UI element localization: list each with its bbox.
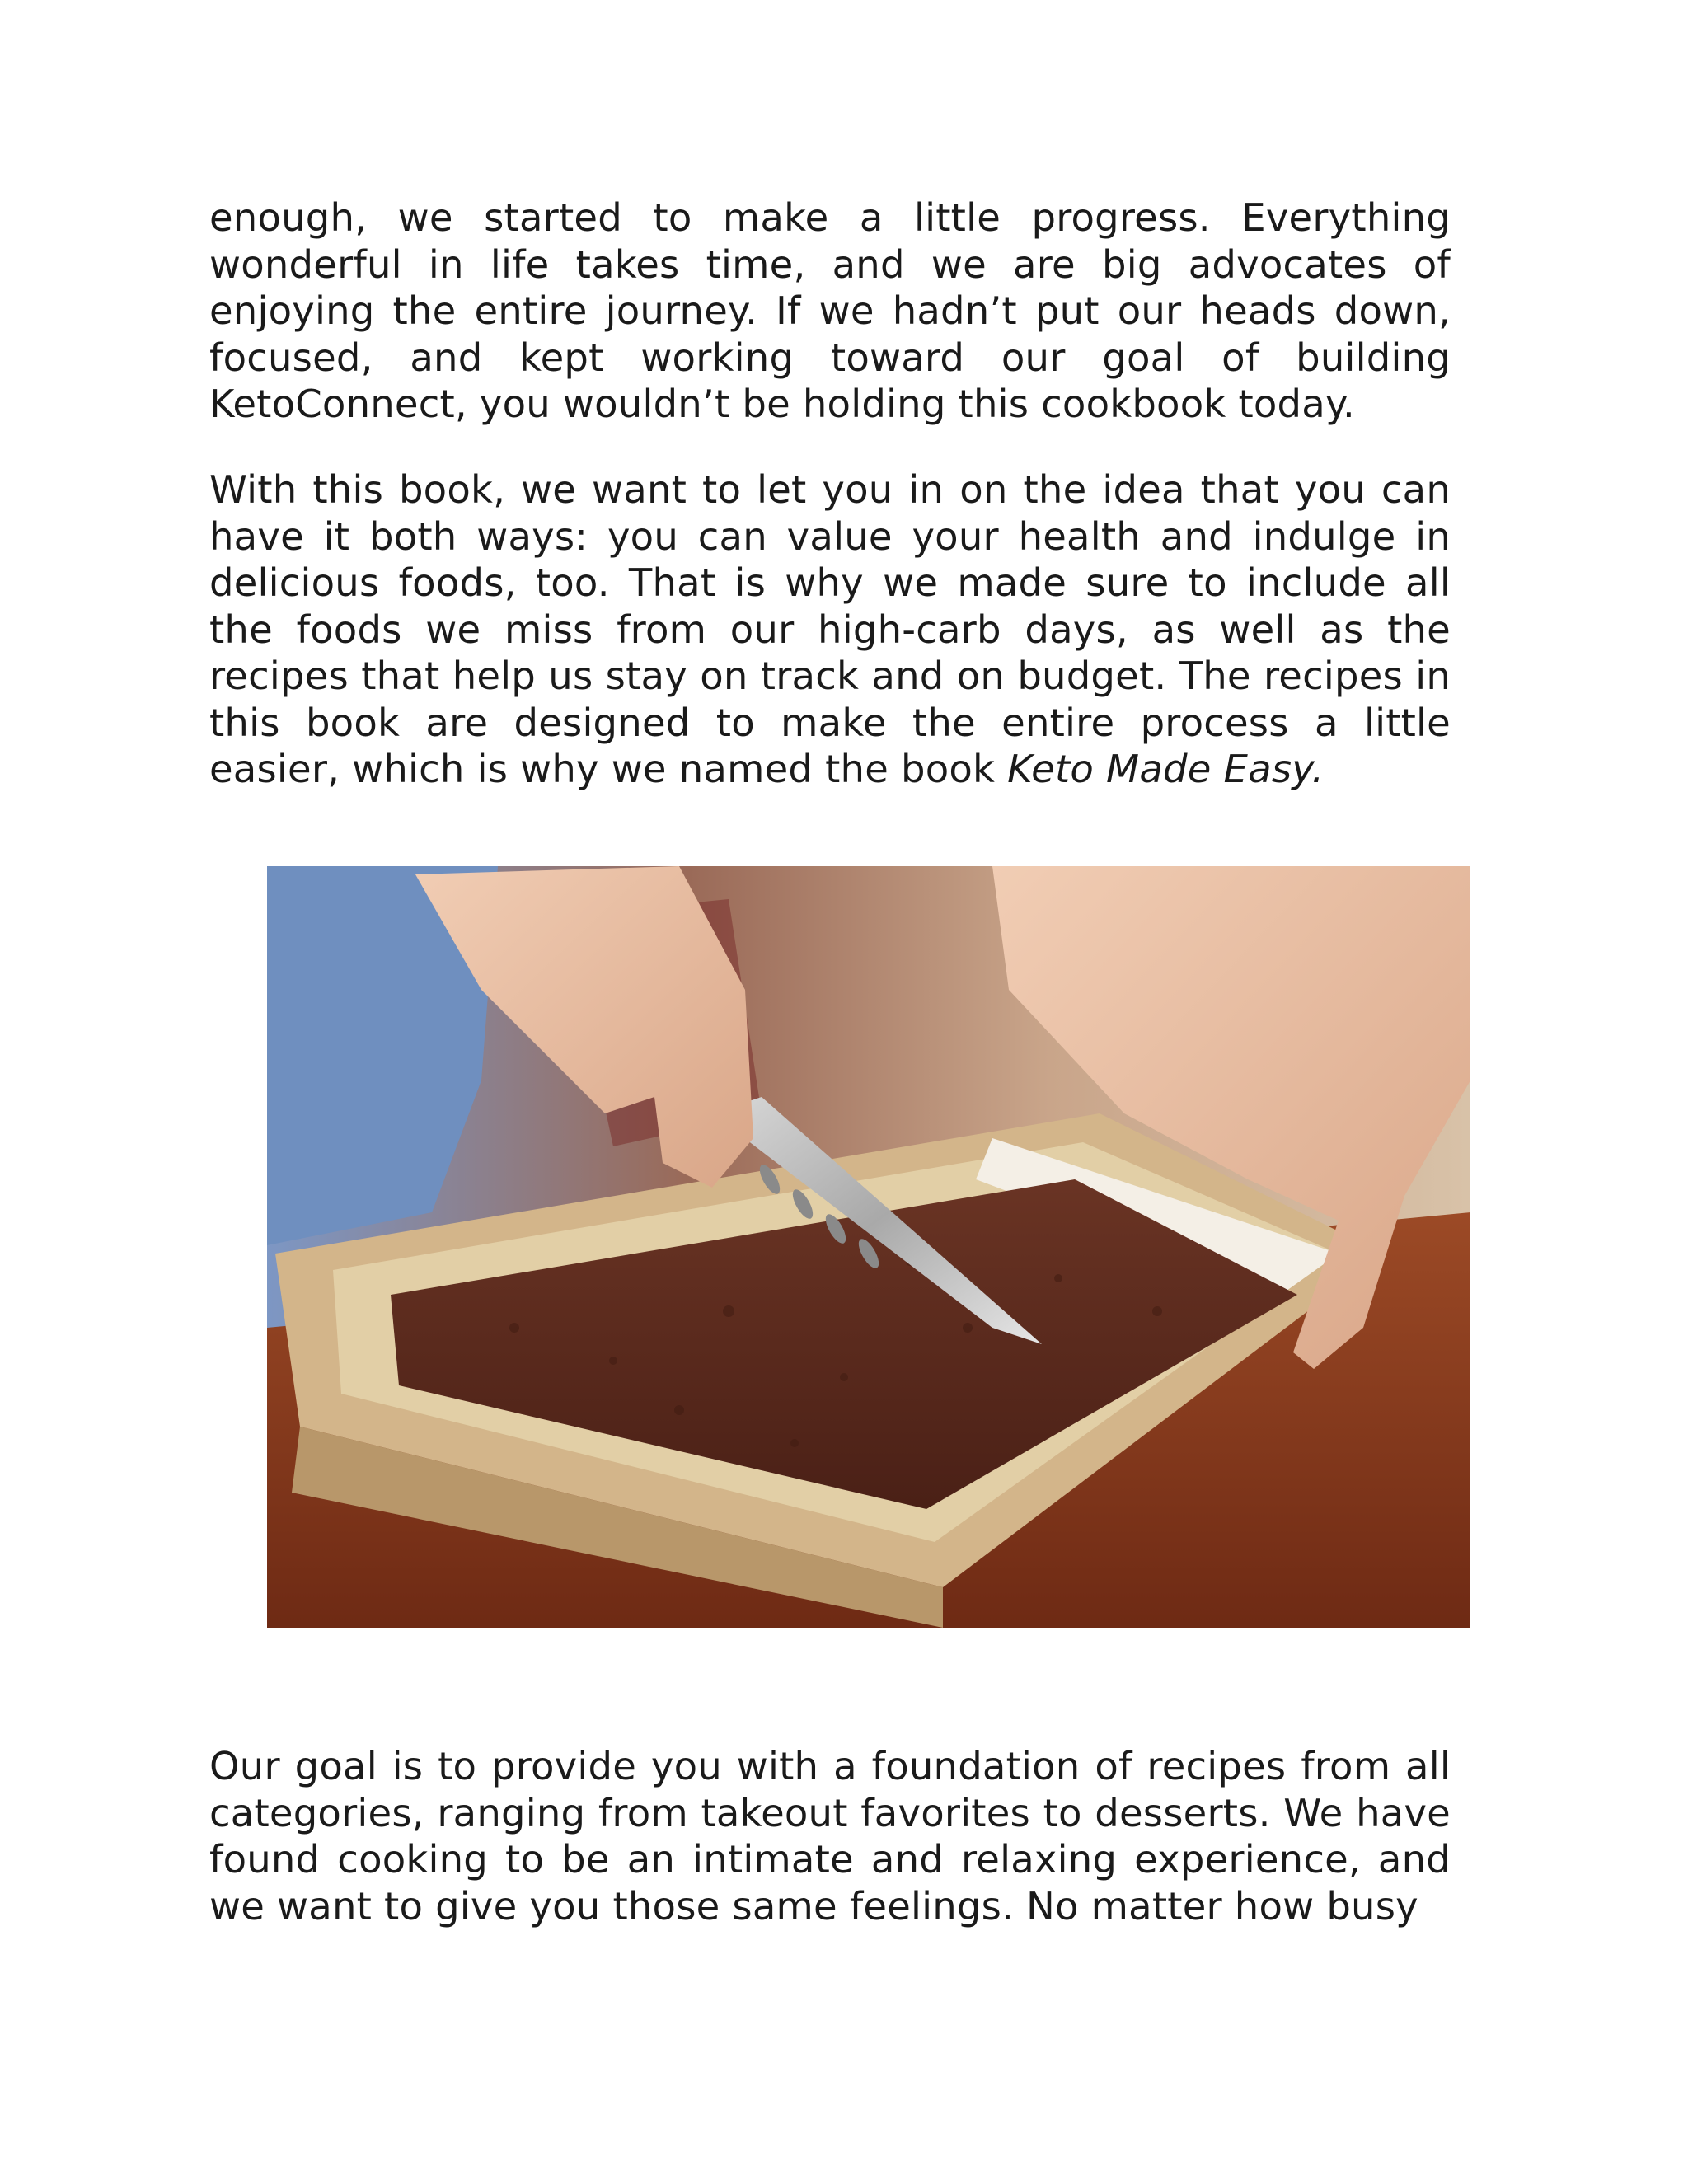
paragraph-2-text: With this book, we want to let you in on the idea that you can have it both ways: you can value your health and indulge in delicious foods, too. That is why we made sure to include all the foods we miss from our high-carb days, as well as the recipes that help us stay on track and on budget. The recipes in this book are designed to make the entire process a little easier, which is why we named the book [209,467,1451,791]
paragraph-3-text: Our goal is to provide you with a foundation of recipes from all categories, ranging from takeout favorites to desserts. We have found cooking to be an intimate and relaxing experience, and we want to give you those same feelings. No matter how busy [209,1744,1451,1929]
paragraph-3 [209,1743,1451,1929]
paragraph-1-text: enough, we started to make a little progress. Everything wonderful in life takes time, and we are big advocates of enjoying the entire journey. If we hadn’t put our heads down, focused, and kept working toward our goal of building KetoConnect, you wouldn’t be holding this cookbook today. [209,195,1451,426]
brownie-cutting-photo [267,866,1470,1628]
book-title-emphasis: Keto Made Easy. [1007,747,1325,791]
paragraph-2 [209,466,1451,793]
photo-illustration [267,866,1470,1628]
paragraph-1 [209,194,1451,428]
